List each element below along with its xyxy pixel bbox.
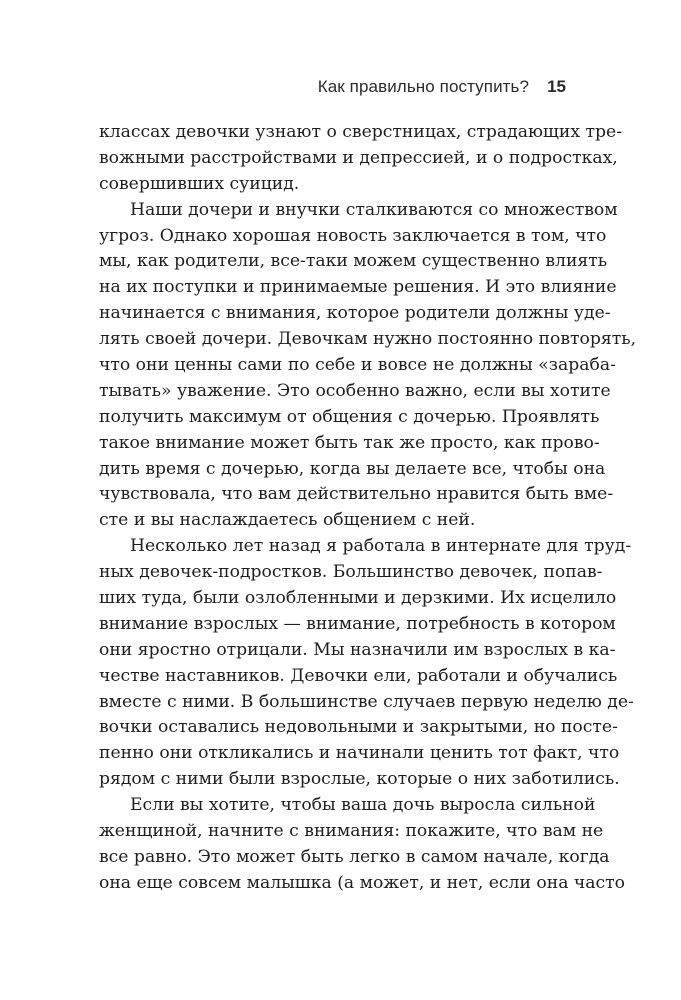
text-line: ших туда, были озлобленными и дерзкими. Их исцелило: [99, 588, 617, 609]
text-line: вместе с ними. В большинстве случаев первую неделю де-: [99, 691, 634, 712]
text-line: рядом с ними были взрослые, которые о них заботились.: [99, 769, 620, 790]
paragraph: [99, 120, 623, 198]
text-line: мы, как родители, все-таки можем существенно влиять: [99, 251, 608, 272]
text-line: такое внимание может быть так же просто, как прово-: [99, 432, 600, 453]
paragraph: [99, 534, 634, 793]
text-line: на их поступки и принимаемые решения. И это влияние: [99, 277, 617, 298]
text-line: сте и вы наслаждаетесь общением с ней.: [99, 510, 476, 531]
text-line: она еще совсем малышка (а может, и нет, если она часто: [99, 872, 625, 893]
text-line: получить максимум от общения с дочерью. Проявлять: [99, 406, 600, 427]
text-line: начинается с внимания, которое родители должны уде-: [99, 303, 611, 324]
text-line: чувствовала, что вам действительно нравится быть вме-: [99, 484, 614, 505]
text-line: угроз. Однако хорошая новость заключается в том, что: [99, 225, 607, 246]
text-line: все равно. Это может быть легко в самом начале, когда: [99, 846, 610, 867]
text-line: внимание взрослых — внимание, потребность в котором: [99, 613, 616, 634]
paragraph: [99, 793, 625, 897]
running-header: [0, 76, 566, 98]
text-line: они яростно отрицали. Мы назначили им взрослых в ка-: [99, 639, 616, 660]
running-title: Как правильно поступить?: [317, 77, 530, 96]
text-line: вочки оставались недовольными и закрытыми, но посте-: [99, 717, 618, 738]
page-number: 15: [547, 77, 566, 96]
text-line: что они ценны сами по себе и вовсе не должны «зараба-: [99, 355, 616, 376]
text-line: Наши дочери и внучки сталкиваются со множеством: [130, 199, 618, 220]
text-line: дить время с дочерью, когда вы делаете все, чтобы она: [99, 458, 606, 479]
text-line: Если вы хотите, чтобы ваша дочь выросла сильной: [130, 795, 596, 816]
paragraph: [99, 198, 637, 535]
text-line: классах девочки узнают о сверстницах, страдающих тре-: [99, 122, 623, 142]
text-line: пенно они откликались и начинали ценить тот факт, что: [99, 743, 620, 764]
text-line: честве наставников. Девочки ели, работали и обучались: [99, 665, 618, 686]
text-line: совершивших суицид.: [99, 173, 300, 194]
text-line: тывать» уважение. Это особенно важно, если вы хотите: [99, 380, 611, 401]
body-text: [99, 120, 637, 897]
text-line: Несколько лет назад я работала в интернате для труд-: [130, 536, 632, 557]
text-line: ных девочек-подростков. Большинство девочек, попав-: [99, 562, 603, 583]
text-line: лять своей дочери. Девочкам нужно постоянно повторять,: [99, 329, 637, 350]
text-line: женщиной, начните с внимания: покажите, что вам не: [99, 821, 604, 842]
text-line: вожными расстройствами и депрессией, и о подростках,: [99, 147, 618, 168]
